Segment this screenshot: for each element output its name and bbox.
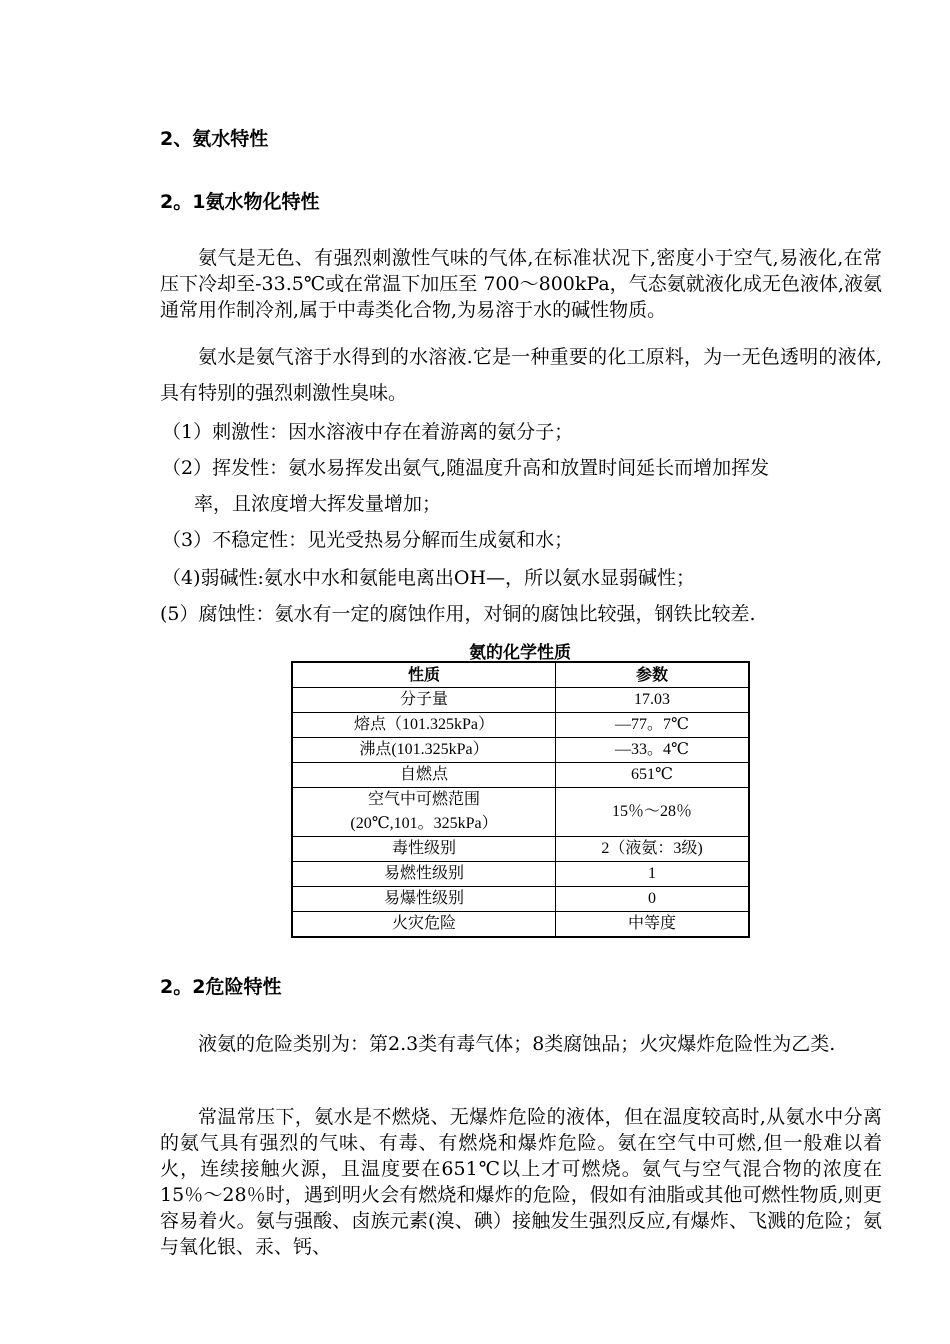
table-cell-value: —33。4℃ <box>556 738 750 763</box>
list-item-continuation: 率，且浓度增大挥发量增加； <box>194 493 442 515</box>
table-header-value: 参数 <box>556 662 750 688</box>
table-cell-property: 熔点（101.325kPa） <box>292 713 556 738</box>
table-row <box>292 738 749 763</box>
table-cell-value: —77。7℃ <box>556 713 750 738</box>
table-cell-property: 易爆性级别 <box>292 887 556 912</box>
list-item: (5）腐蚀性：氨水有一定的腐蚀作用，对铜的腐蚀比较强，钢铁比较差. <box>160 603 756 625</box>
table-row <box>292 763 749 788</box>
table-cell-property: 火灾危险 <box>292 912 556 938</box>
section-2-heading: 2、氨水特性 <box>160 128 269 150</box>
table-row <box>292 837 749 862</box>
table-caption: 氨的化学性质 <box>469 643 571 663</box>
table-row <box>292 713 749 738</box>
table-row <box>292 788 749 837</box>
table-cell-value: 651℃ <box>556 763 750 788</box>
paragraph-ammonia-water: 氨水是氨气溶于水得到的水溶液.它是一种重要的化工原料，为一无色透明的液体,具有特别的强烈刺激性臭味。 <box>160 346 882 404</box>
list-item <box>162 450 897 522</box>
list-item: （1）刺激性：因水溶液中存在着游离的氨分子； <box>162 421 574 443</box>
table-cell-line: (20℃,101。325kPa） <box>350 815 498 832</box>
table-cell-value: 1 <box>556 862 750 887</box>
paragraph-ammonia-gas: 氨气是无色、有强烈刺激性气味的气体,在标准状况下,密度小于空气,易液化,在常压下冷却至-33.5℃或在常温下加压至 700～800kPa，气态氨就液化成无色液体,液氨通常用作制冷剂,属于中毒类化合物,为易溶于水的碱性物质。 <box>160 247 882 321</box>
table-cell-line: 空气中可燃范围 <box>367 791 480 808</box>
table-cell-value: 中等度 <box>556 912 750 938</box>
table-row <box>292 862 749 887</box>
list-item: （4)弱碱性:氨水中水和氨能电离出OH—，所以氨水显弱碱性； <box>162 567 696 589</box>
table-cell-property: 毒性级别 <box>292 837 556 862</box>
table-header-property: 性质 <box>292 662 556 688</box>
section-2-1-heading: 2。1氨水物化特性 <box>160 191 320 213</box>
list-item-text: （2）挥发性：氨水易挥发出氨气,随温度升高和放置时间延长而增加挥发 <box>162 457 770 479</box>
paragraph-hazard-class: 液氨的危险类别为：第2.3类有毒气体；8类腐蚀品；火灾爆炸危险性为乙类. <box>198 1033 836 1055</box>
table-cell-value: 2（液氨：3级) <box>556 837 750 862</box>
table-row <box>292 688 749 713</box>
table-cell-property: 分子量 <box>292 688 556 713</box>
section-2-2-heading: 2。2危险特性 <box>160 976 282 998</box>
table-row <box>292 887 749 912</box>
table-cell-property <box>292 788 556 837</box>
table-cell-value: 0 <box>556 887 750 912</box>
table-cell-property: 自燃点 <box>292 763 556 788</box>
table-cell-value: 15％～28％ <box>556 788 750 837</box>
table-cell-property: 沸点(101.325kPa） <box>292 738 556 763</box>
properties-table <box>291 661 750 938</box>
paragraph-hazard-details: 常温常压下，氨水是不燃烧、无爆炸危险的液体，但在温度较高时,从氨水中分离的氨气具有强烈的气味、有毒、有燃烧和爆炸危险。氨在空气中可燃,但一般难以着火，连续接触火源，且温度要在651℃以上才可燃烧。氨气与空气混合物的浓度在15％～28％时，遇到明火会有燃烧和爆炸的危险，假如有油脂或其他可燃性物质,则更容易着火。氨与强酸、卤族元素(溴、碘）接触发生强烈反应,有爆炸、飞溅的危险；氨与氧化银、汞、钙、 <box>160 1106 882 1258</box>
table-cell-value: 17.03 <box>556 688 750 713</box>
list-item: （3）不稳定性：见光受热易分解而生成氨和水； <box>162 529 574 551</box>
table-cell-property: 易燃性级别 <box>292 862 556 887</box>
table-row <box>292 912 749 938</box>
table-header-row <box>292 662 749 688</box>
